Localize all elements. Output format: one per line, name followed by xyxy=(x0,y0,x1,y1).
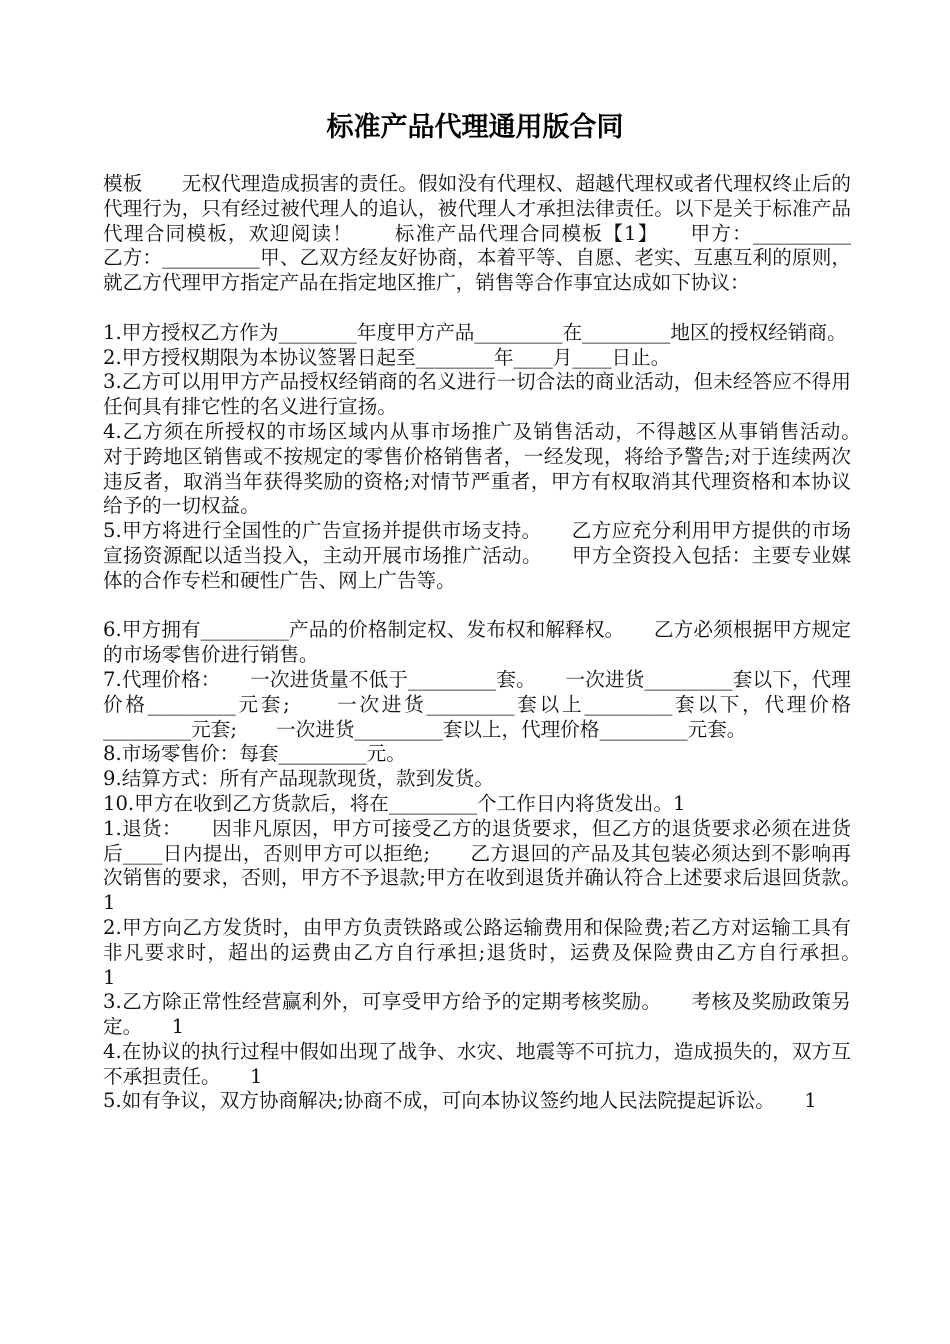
clause-9-settlement: 9.结算方式：所有产品现款现货，款到发货。 xyxy=(103,767,494,791)
document-title: 标准产品代理通用版合同 xyxy=(326,112,624,143)
clause-7-agency-price: 7.代理价格： 一次进货量不低于_________套。 一次进货_________套以下，代理价格_________元套; 一次进货_________套以上_________套以下，代理价格_________元套; 一次进货_________套以上，代理价格_________元套。 xyxy=(103,667,851,741)
clause-1-authorization: 1.甲方授权乙方作为________年度甲方产品_________在_________地区的授权经销商。 xyxy=(103,320,847,344)
clause-10-delivery: 10.甲方在收到乙方货款后，将在_________个工作日内将货发出。1 xyxy=(103,791,686,815)
clause-shipping-costs: 2.甲方向乙方发货时，由甲方负责铁路或公路运输费用和保险费;若乙方对运输工具有非凡要求时，超出的运费由乙方自行承担;退货时，运费及保险费由乙方自行承担。 1 xyxy=(103,915,891,989)
clause-4-sales-region: 4.乙方须在所授权的市场区域内从事市场推广及销售活动，不得越区从事销售活动。 对于跨地区销售或不按规定的零售价格销售者，一经发现，将给予警告;对于连续两次违反者，取消当年获得奖励的资格;对情节严重者，甲方有权取消其代理资格和本协议给予的一切权益。 xyxy=(103,419,891,518)
clause-2-term: 2.甲方授权期限为本协议签署日起至________年____月____日止。 xyxy=(103,345,671,369)
clause-force-majeure: 4.在协议的执行过程中假如出现了战争、水灾、地震等不可抗力，造成损失的，双方互不承担责任。 1 xyxy=(103,1039,851,1088)
intro-paragraph: 模板 无权代理造成损害的责任。假如没有代理权、超越代理权或者代理权终止后的代理行为，只有经过被代理人的追认，被代理人才承担法律责任。以下是关于标准产品代理合同模板，欢迎阅读！ 标准产品代理合同模板【1】 甲方：__________ 乙方：__________甲、乙双方经友好协商，本着平等、自愿、老实、互惠互利的原则，就乙方代理甲方指定产品在指定地区推广，销售等合作事宜达成如下协议： xyxy=(103,172,891,295)
clause-disputes: 5.如有争议，双方协商解决;协商不成，可向本协议签约地人民法院提起诉讼。 1 xyxy=(103,1089,817,1113)
paragraph-gap xyxy=(103,594,851,619)
clause-6-pricing-rights: 6.甲方拥有_________产品的价格制定权、发布权和解释权。 乙方必须根据甲方规定的市场零售价进行销售。 xyxy=(103,618,851,667)
paragraph-gap xyxy=(103,296,851,321)
clause-8-retail-price: 8.市场零售价：每套_________元。 xyxy=(103,742,406,766)
clause-3-business-activity: 3.乙方可以用甲方产品授权经销商的名义进行一切合法的商业活动，但未经答应不得用任何具有排它性的名义进行宣扬。 xyxy=(103,370,851,419)
clause-5-advertising: 5.甲方将进行全国性的广告宣扬并提供市场支持。 乙方应充分利用甲方提供的市场宣扬资源配以适当投入，主动开展市场推广活动。 甲方全资投入包括：主要专业媒体的合作专栏和硬性广告、网上广告等。 xyxy=(103,519,851,592)
document-body xyxy=(103,172,891,1114)
clause-return-goods: 1.退货： 因非凡原因，甲方可接受乙方的退货要求，但乙方的退货要求必须在进货后____日内提出，否则甲方可以拒绝; 乙方退回的产品及其包装必须达到不影响再次销售的要求，否则，甲方不予退款;甲方在收到退货并确认符合上述要求后退回货款。 1 xyxy=(103,816,891,915)
clause-incentives: 3.乙方除正常性经营赢利外，可享受甲方给予的定期考核奖励。 考核及奖励政策另定。 1 xyxy=(103,990,851,1039)
